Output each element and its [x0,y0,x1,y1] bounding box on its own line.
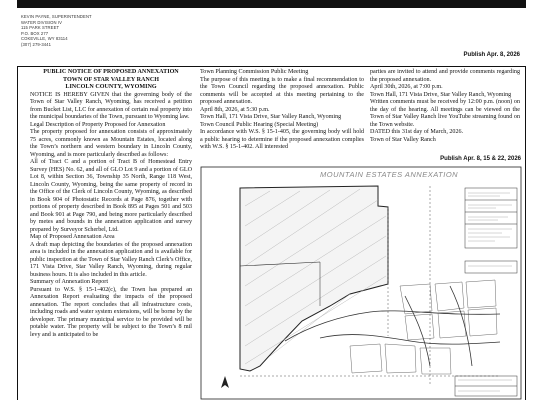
previous-notice [17,8,526,63]
previous-publish-line: Publish Apr. 8, 2026 [463,52,520,58]
notice-paragraph: Town Planning Commission Public Meeting [200,69,309,75]
notice-paragraph: Pursuant to W.S. § 15-1-402(c), the Town has prepared an Annexation Report evaluating the impacts of the proposed annexation. The report concludes that all infrastructure costs, including roads and water system extensions, will be borne by the developer. The primary municipal service to be provided will be potable water. The property will be subject to the Town’s 8 mil levy and is anticipated to be [30,286,192,338]
address-line: 115 PARK STREET [21,25,60,31]
notice-paragraph: parties are invited to attend and provide comments regarding the proposed annexation. [370,69,520,83]
notice-headline: PUBLIC NOTICE OF PROPOSED ANNEXATION [43,69,179,75]
notice-paragraph: Legal Description of Property Proposed for Annexation [30,121,166,128]
notice-paragraph: Town Hall, 171 Vista Drive, Star Valley Ranch, Wyoming [200,114,342,120]
annexation-map [200,166,522,400]
notice-paragraph: Town Hall, 171 Vista Drive, Star Valley Ranch, Wyoming [370,91,512,98]
top-rule [17,0,526,8]
notice-column-1 [30,69,192,339]
notice-paragraph: Map of Proposed Annexation Area [30,234,115,240]
notice-publish-line: Publish Apr. 8, 15 & 22, 2026 [440,156,521,162]
notice-paragraph: The purpose of this meeting is to make a final recommendation to the Town Council regarding the proposed annexation. Public comments will be accepted at this meeting pertaining to the proposed annexation. [200,76,364,105]
address-line: WATER DIVISION IV [21,19,63,25]
notice-paragraph: All of Tract C and a portion of Tract B of Homestead Entry Survey (HES) No. 62, and all of GLO Lot 9 and a portion of GLO Lot 8, within Section 36, Township 35 North, Range 118 West, Lincoln County, Wyoming, being the same property of record in the Office of the Clerk of Lincoln County, Wyoming, as described in Book 904 of Photostatic Records at Page 876, together with portions of property described in Book 895 at Pages 501 and 503 and Book 901 at Page 790, and being more particularly described by metes and bounds in the annexation application and survey prepared by Surveyor Scherbel, Ltd. [30,159,192,233]
address-line: KEVIN PAYNE, SUPERINTENDENT [21,14,92,19]
address-line: P.O. BOX 277 [21,30,49,36]
notice-paragraph: April 8th, 2026, at 5:30 p.m. [200,106,270,113]
notice-headline: LINCOLN COUNTY, WYOMING [65,84,157,90]
notice-paragraph: Town Council Public Hearing (Special Meeting) [200,121,319,128]
address-line: (307) 279-3441 [21,41,52,47]
notice-paragraph: Summary of Annexation Report [30,279,109,285]
address-line: COKEVILLE, WY 83114 [21,36,68,42]
notice-paragraph: NOTICE IS HEREBY GIVEN that the governing body of the Town of Star Valley Ranch, Wyoming, has received a petition from Bucket List, LLC for annexation of certain real property into the municipal boundaries of the Town, pursuant to Wyoming law. [30,91,192,120]
notice-paragraph: April 30th, 2026, at 7:00 p.m. [370,84,443,90]
notice-paragraph: A draft map depicting the boundaries of the proposed annexation area is included in the annexation application and is available for public inspection at the Town of Star Valley Ranch Clerk’s Office, 171 Vista Drive, Star Valley Ranch, Wyoming, during regular business hours. It is also included in this article. [30,241,192,278]
notice-column-3 [370,69,520,144]
notice-paragraph: In accordance with W.S. § 15-1-405, the governing body will hold a public hearing to determine if the proposed annexation complies with W.S. § 15-1-402. All interested [200,129,364,150]
notice-paragraph: Written comments must be received by 12:00 p.m. (noon) on the day of the hearing. All meetings can be viewed on the Town of Star Valley Ranch live YouTube streaming found on the Town website. [370,99,520,128]
notice-headline: TOWN OF STAR VALLEY RANCH [63,76,159,83]
notice-column-2 [200,69,364,152]
map-title: MOUNTAIN ESTATES ANNEXATION [320,170,459,179]
notice-paragraph: The property proposed for annexation consists of approximately 75 acres, commonly known as Mountain Estates, located along the Town’s northern and western boundary in Lincoln County, Wyoming, and is more particularly described as follows: [30,129,192,158]
notice-paragraph: Town of Star Valley Ranch [370,136,436,143]
notice-paragraph: DATED this 31st day of March, 2026. [370,129,464,135]
previous-notice-address [21,14,92,48]
